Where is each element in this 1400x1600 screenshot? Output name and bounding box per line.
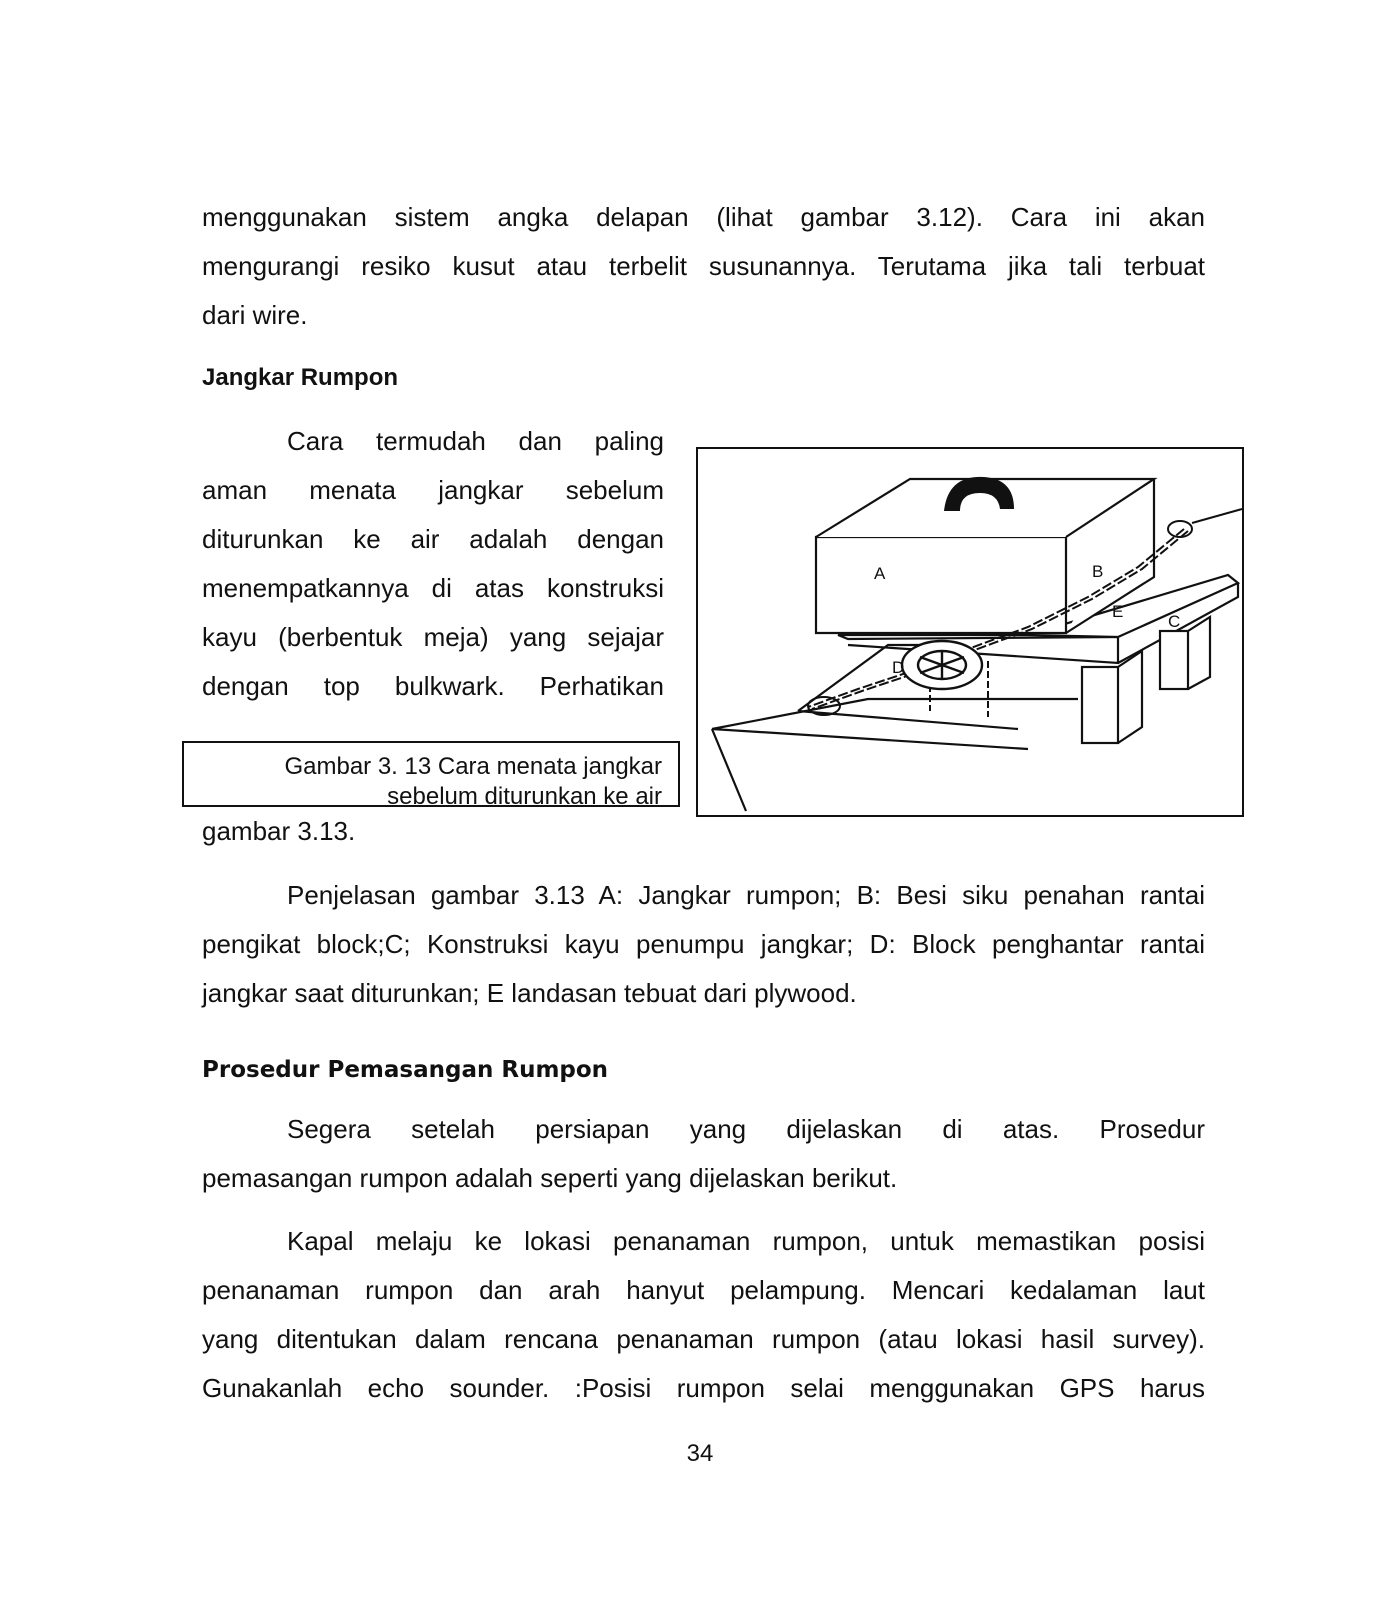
figure-caption-line-2: sebelum diturunkan ke air [387, 783, 662, 807]
paragraph-3-line-1: Penjelasan gambar 3.13 A: Jangkar rumpon; B: Besi siku penahan rantai [287, 880, 1205, 910]
paragraph-2-line-6: dengan top bulkwark. Perhatikan [202, 671, 664, 701]
paragraph-4-line-1: Segera setelah persiapan yang dijelaskan di atas. Prosedur [287, 1114, 1205, 1144]
paragraph-2-line-3: diturunkan ke air adalah dengan [202, 524, 664, 554]
paragraph-1-line-2: mengurangi resiko kusut atau terbelit susunannya. Terutama jika tali terbuat [202, 251, 1205, 281]
paragraph-5-line-2: penanaman rumpon dan arah hanyut pelampung. Mencari kedalaman laut [202, 1275, 1205, 1305]
deck-line [712, 699, 1078, 729]
label-d: D [892, 658, 905, 677]
section-heading-prosedur: Prosedur Pemasangan Rumpon [202, 1057, 609, 1083]
paragraph-3-line-2: pengikat block;C; Konstruksi kayu penumpu jangkar; D: Block penghantar rantai [202, 929, 1205, 959]
anchor-block [816, 537, 1066, 633]
section-heading-jangkar-rumpon: Jangkar Rumpon [202, 364, 399, 391]
deck-lower-line [712, 729, 1028, 749]
sheave-block [902, 641, 982, 689]
paragraph-2-tail: gambar 3.13. [202, 816, 356, 846]
table-leg-front [1082, 667, 1118, 743]
paragraph-5-line-1: Kapal melaju ke lokasi penanaman rumpon, untuk memastikan posisi [287, 1226, 1205, 1256]
rope-line [1192, 509, 1242, 523]
figure-caption-box [182, 741, 680, 807]
paragraph-1-line-1: menggunakan sistem angka delapan (lihat gambar 3.12). Cara ini akan [202, 202, 1205, 232]
bulwark-edge [712, 729, 746, 811]
paragraph-5-line-4: Gunakanlah echo sounder. :Posisi rumpon selai menggunakan GPS harus [202, 1373, 1205, 1403]
table-plywood [848, 637, 1118, 663]
label-e: E [1112, 602, 1124, 621]
chain-ring-end [1168, 521, 1192, 537]
paragraph-2-line-4: menempatkannya di atas konstruksi [202, 573, 664, 603]
page-number: 34 [686, 1440, 714, 1467]
figure-anchor-illustration [696, 447, 1244, 817]
table-leg-back [1160, 631, 1188, 689]
paragraph-2-line-1: Cara termudah dan paling [287, 426, 664, 456]
label-c: C [1168, 612, 1181, 631]
paragraph-5-line-3: yang ditentukan dalam rencana penanaman rumpon (atau lokasi hasil survey). [202, 1324, 1205, 1354]
anchor-drawing [698, 449, 1246, 819]
paragraph-4-line-2: pemasangan rumpon adalah seperti yang dijelaskan berikut. [202, 1163, 898, 1193]
paragraph-2-line-2: aman menata jangkar sebelum [202, 475, 664, 505]
paragraph-1-line-3: dari wire. [202, 300, 308, 330]
label-a: A [874, 564, 886, 583]
paragraph-3-line-3: jangkar saat diturunkan; E landasan tebuat dari plywood. [202, 978, 857, 1008]
paragraph-2-line-5: kayu (berbentuk meja) yang sejajar [202, 622, 664, 652]
figure-caption-line-1: Gambar 3. 13 Cara menata jangkar [284, 753, 662, 780]
label-b: B [1092, 562, 1104, 581]
